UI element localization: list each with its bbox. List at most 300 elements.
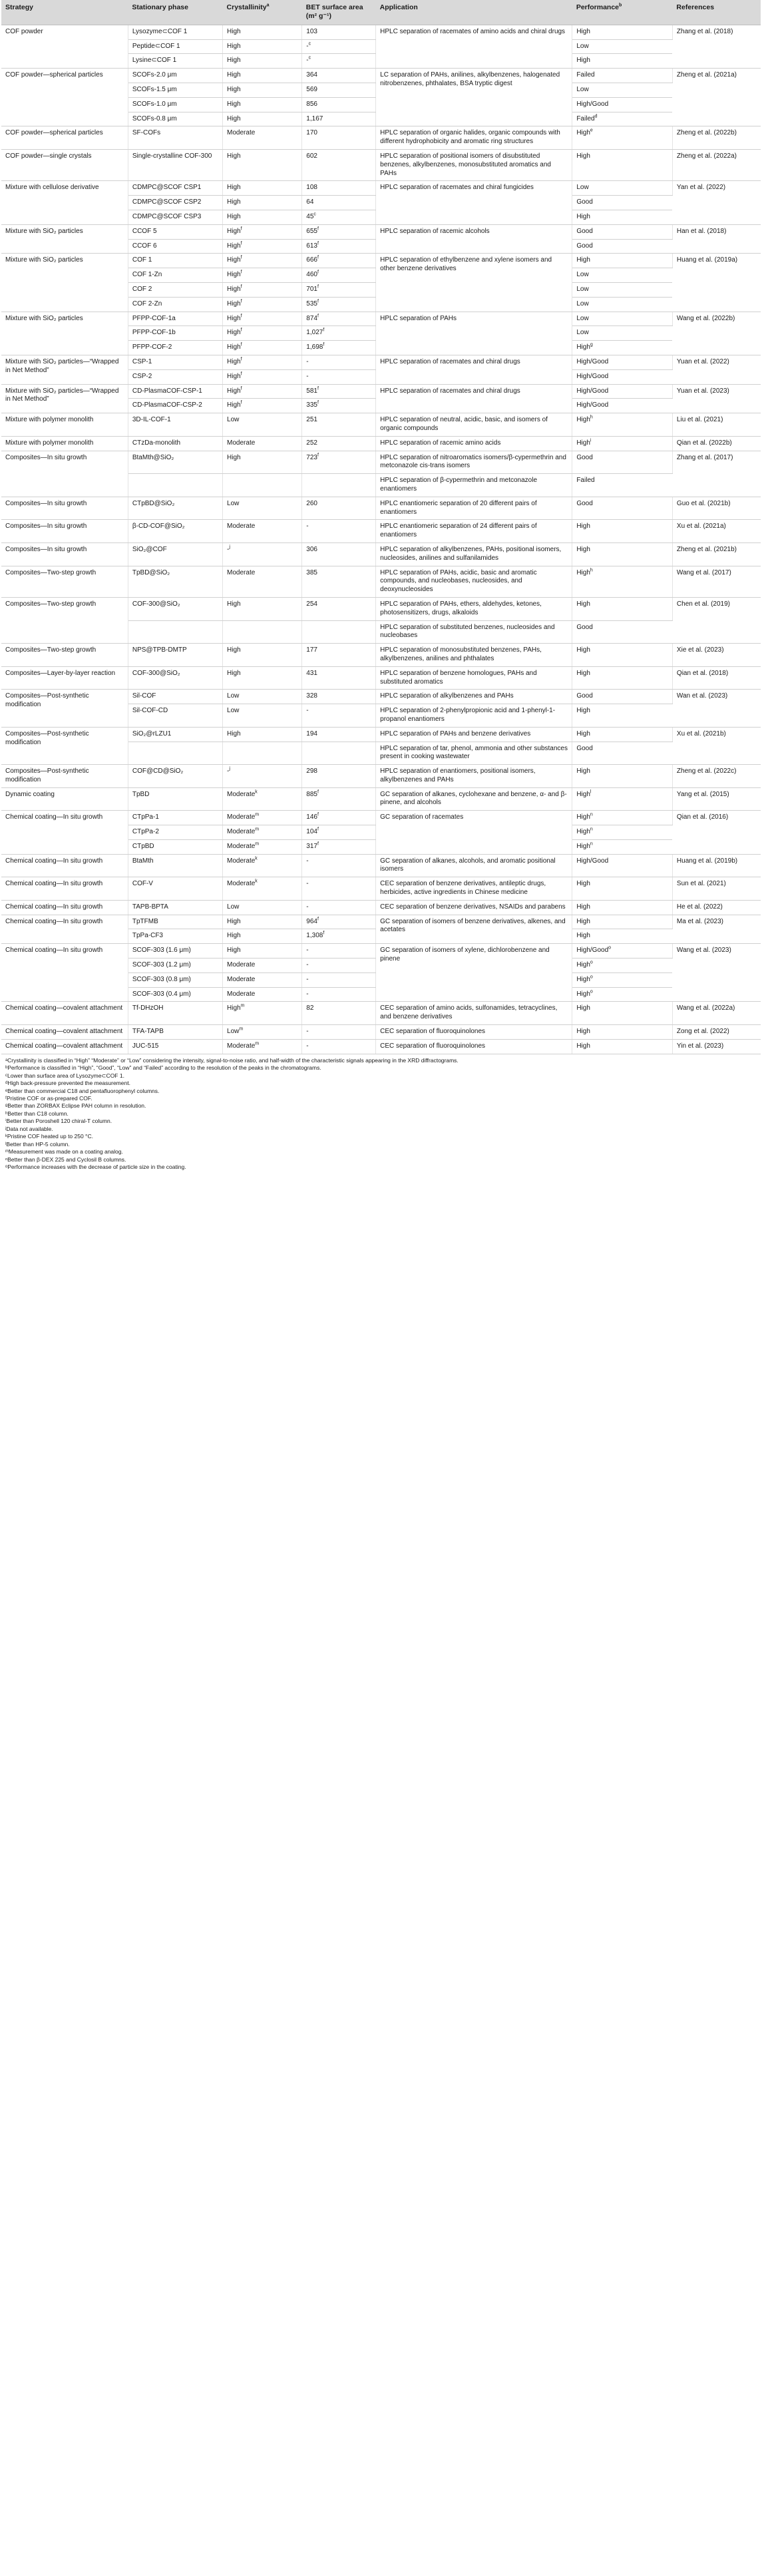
strategy-cell-text: Chemical coating—covalent attachment <box>5 1004 123 1012</box>
reference-cell <box>672 224 761 254</box>
table-row <box>1 787 761 811</box>
application-cell <box>376 915 572 944</box>
stationary-phase-cell <box>128 436 222 451</box>
strategy-cell <box>1 150 128 181</box>
crystallinity-cell <box>223 854 302 877</box>
table-row <box>1 126 761 150</box>
bet-cell-text: 569 <box>306 86 317 94</box>
bet-cell-text: 45 <box>306 213 314 221</box>
application-cell-text: HPLC separation of positional isomers of disubstituted benzenes, alkylbenzenes, monosubstituted aromatics and PAHs <box>380 152 551 177</box>
application-cell <box>376 704 572 728</box>
bet-cell-text: 874 <box>306 314 317 322</box>
stationary-phase-cell <box>128 854 222 877</box>
reference-cell <box>672 787 761 811</box>
crystallinity-cell <box>223 877 302 901</box>
crystallinity-cell-text: Moderate <box>227 990 256 998</box>
reference-cell <box>672 644 761 667</box>
stationary-phase-cell-text: SCOF-303 (1.2 μm) <box>132 961 191 969</box>
strategy-cell <box>1 877 128 901</box>
stationary-phase-cell-text: BtaMth <box>132 857 154 865</box>
crystallinity-cell <box>223 915 302 929</box>
reference-cell-text: Wang et al. (2023) <box>676 947 731 955</box>
bet-cell <box>302 1039 376 1054</box>
footnote-line: ᶜLower than surface area of Lysozyme⊂COF 1. <box>5 1072 124 1079</box>
stationary-phase-cell-text: Sil-COF <box>132 692 156 700</box>
footnote-line: ᵃCrystallinity is classified in “High” “Moderate” or “Low” considering the intensity, signal-to-noise ratio, and half-width of the characteristic signals appearing in the XRD diffractograms. <box>5 1056 459 1064</box>
crystallinity-cell-text: Low <box>227 903 240 911</box>
strategy-cell-text: Composites—Post-synthetic modification <box>5 767 89 783</box>
crystallinity-cell-footnote-mark: f <box>240 342 242 347</box>
strategy-cell-text: Mixture with SiO₂ particles <box>5 227 83 235</box>
crystallinity-cell <box>223 196 302 210</box>
footnote-line: ʲData not available. <box>5 1125 53 1132</box>
stationary-phase-cell <box>128 972 222 987</box>
stationary-phase-cell <box>128 254 222 268</box>
strategy-cell <box>1 1002 128 1025</box>
stationary-phase-cell <box>128 451 222 474</box>
stationary-phase-cell <box>128 742 222 765</box>
application-cell <box>376 312 572 355</box>
strategy-cell <box>1 811 128 854</box>
table-container <box>0 0 762 1176</box>
bet-cell <box>302 326 376 341</box>
crystallinity-cell-text: High <box>227 227 241 235</box>
crystallinity-cell <box>223 644 302 667</box>
stationary-phase-cell-text: CTpBD@SiO₂ <box>132 499 175 507</box>
crystallinity-cell <box>223 727 302 742</box>
performance-cell-text: High <box>576 57 590 65</box>
performance-cell-text: High <box>576 813 590 821</box>
application-cell <box>376 520 572 543</box>
performance-cell <box>572 341 673 355</box>
reference-cell <box>672 126 761 150</box>
bet-cell-text: - <box>306 1042 309 1050</box>
strategy-cell <box>1 69 128 126</box>
bet-cell <box>302 929 376 944</box>
strategy-cell-text: Mixture with polymer monolith <box>5 439 94 447</box>
application-cell-text: HPLC separation of benzene homologues, PAHs and substituted aromatics <box>380 669 537 686</box>
performance-cell <box>572 944 673 959</box>
performance-cell <box>572 181 673 196</box>
crystallinity-cell-text: High <box>227 213 241 221</box>
performance-cell-text: High <box>576 646 590 654</box>
bet-cell <box>302 811 376 825</box>
reference-cell <box>672 727 761 764</box>
performance-cell-text: High <box>576 152 590 160</box>
footnote-line: ᵏPristine COF heated up to 250 °C. <box>5 1133 93 1140</box>
crystallinity-cell-text: High <box>227 329 241 337</box>
application-cell <box>376 877 572 901</box>
application-cell-text: HPLC separation of ethylbenzene and xylene isomers and other benzene derivatives <box>380 256 552 273</box>
bet-cell-text: 613 <box>306 242 317 250</box>
stationary-phase-cell <box>128 1039 222 1054</box>
table-body <box>1 25 761 1054</box>
performance-cell-text: High/Good <box>576 857 609 865</box>
stationary-phase-cell-text: CCOF 6 <box>132 242 157 250</box>
bet-cell-footnote-mark: f <box>317 270 319 275</box>
stationary-phase-cell-text: CSP-2 <box>132 372 152 380</box>
strategy-cell-text: COF powder <box>5 27 43 35</box>
strategy-cell <box>1 436 128 451</box>
strategy-cell-text: Chemical coating—In situ growth <box>5 903 103 911</box>
stationary-phase-cell-text: SiO₂@rLZU1 <box>132 730 172 738</box>
reference-cell-text: Huang et al. (2019a) <box>676 256 738 264</box>
crystallinity-cell <box>223 787 302 811</box>
stationary-phase-cell-text: PFPP-COF-1b <box>132 329 176 337</box>
strategy-cell <box>1 566 128 597</box>
strategy-cell <box>1 727 128 764</box>
bet-cell <box>302 900 376 915</box>
crystallinity-cell <box>223 224 302 239</box>
bet-cell-footnote-mark: c <box>313 212 316 217</box>
crystallinity-cell <box>223 25 302 39</box>
crystallinity-cell-text: Moderate <box>227 813 256 821</box>
reference-cell-text: Huang et al. (2019b) <box>676 857 738 865</box>
bet-cell <box>302 181 376 196</box>
crystallinity-cell <box>223 83 302 98</box>
performance-cell <box>572 150 673 181</box>
application-cell-text: HPLC separation of PAHs, ethers, aldehydes, ketones, photosensitizers, drugs, alkaloids <box>380 600 542 616</box>
strategy-cell-text: Composites—In situ growth <box>5 499 87 507</box>
reference-cell-text: Guo et al. (2021b) <box>676 499 731 507</box>
crystallinity-cell-text: Moderate <box>227 129 256 137</box>
application-cell-text: CEC separation of benzene derivatives, NSAIDs and parabens <box>380 903 566 911</box>
crystallinity-cell-footnote-mark: f <box>240 314 242 319</box>
stationary-phase-cell <box>128 644 222 667</box>
performance-cell-text: High <box>576 669 590 677</box>
crystallinity-cell-footnote-mark: f <box>240 371 242 377</box>
stationary-phase-cell <box>128 597 222 620</box>
crystallinity-cell <box>223 704 302 728</box>
performance-cell <box>572 1039 673 1054</box>
strategy-cell <box>1 915 128 944</box>
performance-cell <box>572 727 673 742</box>
application-cell-text: HPLC separation of substituted benzenes, nucleosides and nucleobases <box>380 623 555 640</box>
reference-cell-text: Wang et al. (2022b) <box>676 314 735 322</box>
performance-cell <box>572 369 673 384</box>
table-row <box>1 413 761 437</box>
bet-cell-text: - <box>306 857 309 865</box>
reference-cell <box>672 811 761 854</box>
performance-cell <box>572 811 673 825</box>
table-row <box>1 915 761 929</box>
bet-cell <box>302 54 376 69</box>
reference-cell <box>672 690 761 727</box>
stationary-phase-cell-text: SCOFs-0.8 μm <box>132 114 177 122</box>
crystallinity-cell-text: High <box>227 152 241 160</box>
crystallinity-cell <box>223 326 302 341</box>
performance-cell-text: High <box>576 903 590 911</box>
stationary-phase-cell-text: CD-PlasmaCOF-CSP-1 <box>132 387 202 395</box>
bet-cell-text: 460 <box>306 271 317 279</box>
performance-cell <box>572 825 673 840</box>
performance-cell-text: Low <box>576 42 589 50</box>
stationary-phase-cell <box>128 126 222 150</box>
crystallinity-cell <box>223 297 302 312</box>
stationary-phase-cell-text: COF-V <box>132 880 153 888</box>
bet-cell <box>302 436 376 451</box>
performance-cell-footnote-mark: n <box>590 841 593 847</box>
bet-cell <box>302 451 376 474</box>
bet-cell-text: - <box>306 358 309 365</box>
bet-cell-text: 108 <box>306 184 317 192</box>
stationary-phase-cell <box>128 542 222 566</box>
strategy-cell <box>1 181 128 224</box>
bet-cell-text: 885 <box>306 790 317 798</box>
application-cell-text: GC separation of alkanes, cyclohexane and benzene, α- and β-pinene, and alcohols <box>380 790 567 807</box>
strategy-cell <box>1 597 128 643</box>
stationary-phase-cell-text: Single-crystalline COF-300 <box>132 152 212 160</box>
crystallinity-cell-text: Moderate <box>227 790 256 798</box>
reference-cell <box>672 877 761 901</box>
reference-cell <box>672 915 761 944</box>
performance-cell <box>572 25 673 39</box>
bet-cell-footnote-mark: c <box>308 41 311 47</box>
crystallinity-cell-text: High <box>227 242 241 250</box>
crystallinity-cell-text: High <box>227 57 241 65</box>
bet-cell <box>302 915 376 929</box>
stationary-phase-cell-text: COF-300@SiO₂ <box>132 669 180 677</box>
crystallinity-cell <box>223 742 302 765</box>
table-row <box>1 497 761 520</box>
stationary-phase-cell-text: COF 1 <box>132 256 152 264</box>
reference-cell-text: Yan et al. (2022) <box>676 184 726 192</box>
strategy-cell <box>1 451 128 497</box>
stationary-phase-cell-text: COF@CD@SiO₂ <box>132 767 184 775</box>
performance-cell <box>572 620 673 644</box>
stationary-phase-cell <box>128 196 222 210</box>
reference-cell-text: Zheng et al. (2022a) <box>676 152 737 160</box>
performance-cell-footnote-mark: h <box>590 568 593 573</box>
bet-cell-footnote-mark: f <box>317 386 319 391</box>
table-row <box>1 900 761 915</box>
bet-cell <box>302 742 376 765</box>
strategy-cell <box>1 413 128 437</box>
stationary-phase-cell <box>128 915 222 929</box>
application-cell <box>376 69 572 126</box>
application-cell-text: HPLC separation of alkylbenzenes, PAHs, positional isomers, nucleosides, anilines and sulfanilamides <box>380 545 562 562</box>
strategy-cell-text: Chemical coating—In situ growth <box>5 857 103 865</box>
table-row <box>1 150 761 181</box>
application-cell-text: HPLC separation of neutral, acidic, basic, and isomers of organic compounds <box>380 416 548 432</box>
performance-cell <box>572 451 673 474</box>
strategy-cell <box>1 126 128 150</box>
stationary-phase-cell <box>128 283 222 298</box>
stationary-phase-cell-text: Lysozyme⊂COF 1 <box>132 27 188 35</box>
crystallinity-cell-text: High <box>227 1004 241 1012</box>
stationary-phase-cell-text: CCOF 5 <box>132 227 157 235</box>
bet-cell <box>302 566 376 597</box>
application-cell <box>376 566 572 597</box>
bet-cell <box>302 825 376 840</box>
strategy-cell-text: COF powder—spherical particles <box>5 71 103 79</box>
reference-cell <box>672 69 761 126</box>
bet-cell <box>302 727 376 742</box>
table-row <box>1 690 761 704</box>
stationary-phase-cell-text: SiO₂@COF <box>132 545 167 553</box>
crystallinity-cell-footnote-mark: k <box>255 789 258 795</box>
strategy-cell <box>1 355 128 385</box>
crystallinity-cell <box>223 597 302 620</box>
performance-cell-text: High/Good <box>576 947 609 955</box>
performance-cell <box>572 520 673 543</box>
reference-cell-text: Zheng et al. (2021b) <box>676 545 737 553</box>
table-row <box>1 727 761 742</box>
performance-cell <box>572 915 673 929</box>
bet-cell-text: 194 <box>306 730 317 738</box>
stationary-phase-cell <box>128 83 222 98</box>
reference-cell <box>672 254 761 312</box>
strategy-cell-text: Mixture with cellulose derivative <box>5 184 99 192</box>
stationary-phase-cell <box>128 341 222 355</box>
strategy-cell-text: Mixture with SiO₂ particles—“Wrapped in Net Method” <box>5 358 119 374</box>
application-cell <box>376 384 572 413</box>
performance-cell <box>572 900 673 915</box>
crystallinity-cell <box>223 384 302 399</box>
performance-cell <box>572 210 673 225</box>
reference-cell-text: Qian et al. (2018) <box>676 669 729 677</box>
bet-cell-text: - <box>306 42 309 50</box>
performance-cell <box>572 413 673 437</box>
performance-cell <box>572 196 673 210</box>
crystallinity-cell-footnote-mark: f <box>240 357 242 362</box>
strategy-cell <box>1 384 128 413</box>
crystallinity-cell <box>223 150 302 181</box>
stationary-phase-cell-text: TFA-TAPB <box>132 1028 164 1036</box>
performance-cell <box>572 704 673 728</box>
performance-cell-text: High <box>576 1004 590 1012</box>
crystallinity-cell-text: High <box>227 669 241 677</box>
bet-cell <box>302 1002 376 1025</box>
crystallinity-cell-text: Moderate <box>227 568 256 576</box>
performance-cell <box>572 742 673 765</box>
bet-cell <box>302 690 376 704</box>
bet-cell <box>302 839 376 854</box>
application-cell <box>376 900 572 915</box>
bet-cell-text: 252 <box>306 439 317 447</box>
reference-cell <box>672 25 761 68</box>
stationary-phase-cell-text: Sil-COF-CD <box>132 707 168 715</box>
application-cell <box>376 451 572 474</box>
application-cell <box>376 690 572 704</box>
stationary-phase-cell-text: SCOF-303 (0.4 μm) <box>132 990 191 998</box>
bet-cell-text: 317 <box>306 842 317 850</box>
header-strategy: Strategy <box>1 0 128 25</box>
crystallinity-cell <box>223 987 302 1002</box>
stationary-phase-cell-text: TpPa-CF3 <box>132 932 163 940</box>
strategy-cell <box>1 520 128 543</box>
strategy-cell-text: Chemical coating—In situ growth <box>5 947 103 955</box>
application-cell <box>376 944 572 1002</box>
strategy-cell-text: Composites—Post-synthetic modification <box>5 692 89 709</box>
performance-cell-footnote-mark: d <box>594 114 598 119</box>
performance-cell <box>572 497 673 520</box>
crystallinity-cell-text: High <box>227 453 241 461</box>
application-cell-text: HPLC separation of alkylbenzenes and PAHs <box>380 692 514 700</box>
bet-cell-footnote-mark: f <box>317 841 319 847</box>
crystallinity-cell-text: High <box>227 646 241 654</box>
performance-cell <box>572 268 673 283</box>
application-cell-text: CEC separation of fluoroquinolones <box>380 1042 486 1050</box>
crystallinity-cell-text: High <box>227 71 241 79</box>
table-row <box>1 181 761 196</box>
bet-cell-text: - <box>306 947 309 955</box>
crystallinity-cell-text: High <box>227 917 241 925</box>
bet-cell-text: 335 <box>306 401 317 409</box>
performance-cell-text: High <box>576 416 590 424</box>
strategy-cell-text: Chemical coating—In situ growth <box>5 917 103 925</box>
reference-cell <box>672 765 761 788</box>
crystallinity-cell-footnote-mark: f <box>240 270 242 275</box>
crystallinity-cell <box>223 959 302 973</box>
reference-cell-text: Zheng et al. (2021a) <box>676 71 737 79</box>
crystallinity-cell-text: Moderate <box>227 439 256 447</box>
reference-cell <box>672 854 761 877</box>
strategy-cell <box>1 787 128 811</box>
stationary-phase-cell <box>128 1002 222 1025</box>
table-row <box>1 224 761 239</box>
stationary-phase-cell-text: TpTFMB <box>132 917 158 925</box>
bet-cell <box>302 944 376 959</box>
application-cell-text: CEC separation of fluoroquinolones <box>380 1028 486 1036</box>
stationary-phase-cell-text: PFPP-COF-1a <box>132 314 176 322</box>
performance-cell <box>572 877 673 901</box>
bet-cell-text: 856 <box>306 100 317 108</box>
table-row <box>1 542 761 566</box>
crystallinity-cell-text: High <box>227 86 241 94</box>
application-cell <box>376 542 572 566</box>
application-cell-text: HPLC separation of enantiomers, positional isomers, alkylbenzenes and PAHs <box>380 767 536 783</box>
crystallinity-cell-footnote-mark: k <box>255 856 258 861</box>
bet-cell-text: 1,167 <box>306 114 323 122</box>
application-cell <box>376 742 572 765</box>
performance-cell-text: High/Good <box>576 401 609 409</box>
crystallinity-cell-footnote-mark: f <box>240 386 242 391</box>
application-cell <box>376 1002 572 1025</box>
crystallinity-cell-text: High <box>227 387 241 395</box>
bet-cell <box>302 341 376 355</box>
stationary-phase-cell-text: PFPP-COF-2 <box>132 343 172 351</box>
table-row <box>1 944 761 959</box>
crystallinity-cell-text: High <box>227 114 241 122</box>
reference-cell-text: Yin et al. (2023) <box>676 1042 724 1050</box>
bet-cell-footnote-mark: f <box>317 314 319 319</box>
stationary-phase-cell <box>128 399 222 413</box>
performance-cell-text: High <box>576 523 590 531</box>
performance-cell-footnote-mark: e <box>590 128 593 134</box>
performance-cell <box>572 474 673 497</box>
strategy-cell <box>1 542 128 566</box>
crystallinity-cell <box>223 97 302 112</box>
performance-cell-footnote-mark: o <box>590 989 593 994</box>
crystallinity-cell <box>223 666 302 690</box>
performance-cell <box>572 666 673 690</box>
performance-cell-text: Low <box>576 271 589 279</box>
reference-cell-text: Yuan et al. (2023) <box>676 387 729 395</box>
performance-cell-text: High <box>576 767 590 775</box>
performance-cell <box>572 384 673 399</box>
crystallinity-cell-text: High <box>227 100 241 108</box>
crystallinity-cell-footnote-mark: k <box>255 879 258 884</box>
reference-cell-text: Yang et al. (2015) <box>676 790 729 798</box>
bet-cell <box>302 97 376 112</box>
header-stationary-phase: Stationary phase <box>128 0 222 25</box>
performance-cell <box>572 112 673 126</box>
bet-cell-footnote-mark: c <box>308 56 311 61</box>
application-cell-text: HPLC enantiomeric separation of 20 different pairs of enantiomers <box>380 499 537 516</box>
reference-cell <box>672 312 761 355</box>
application-cell-text: HPLC separation of tar, phenol, ammonia and other substances present in cooking wastewater <box>380 744 568 761</box>
